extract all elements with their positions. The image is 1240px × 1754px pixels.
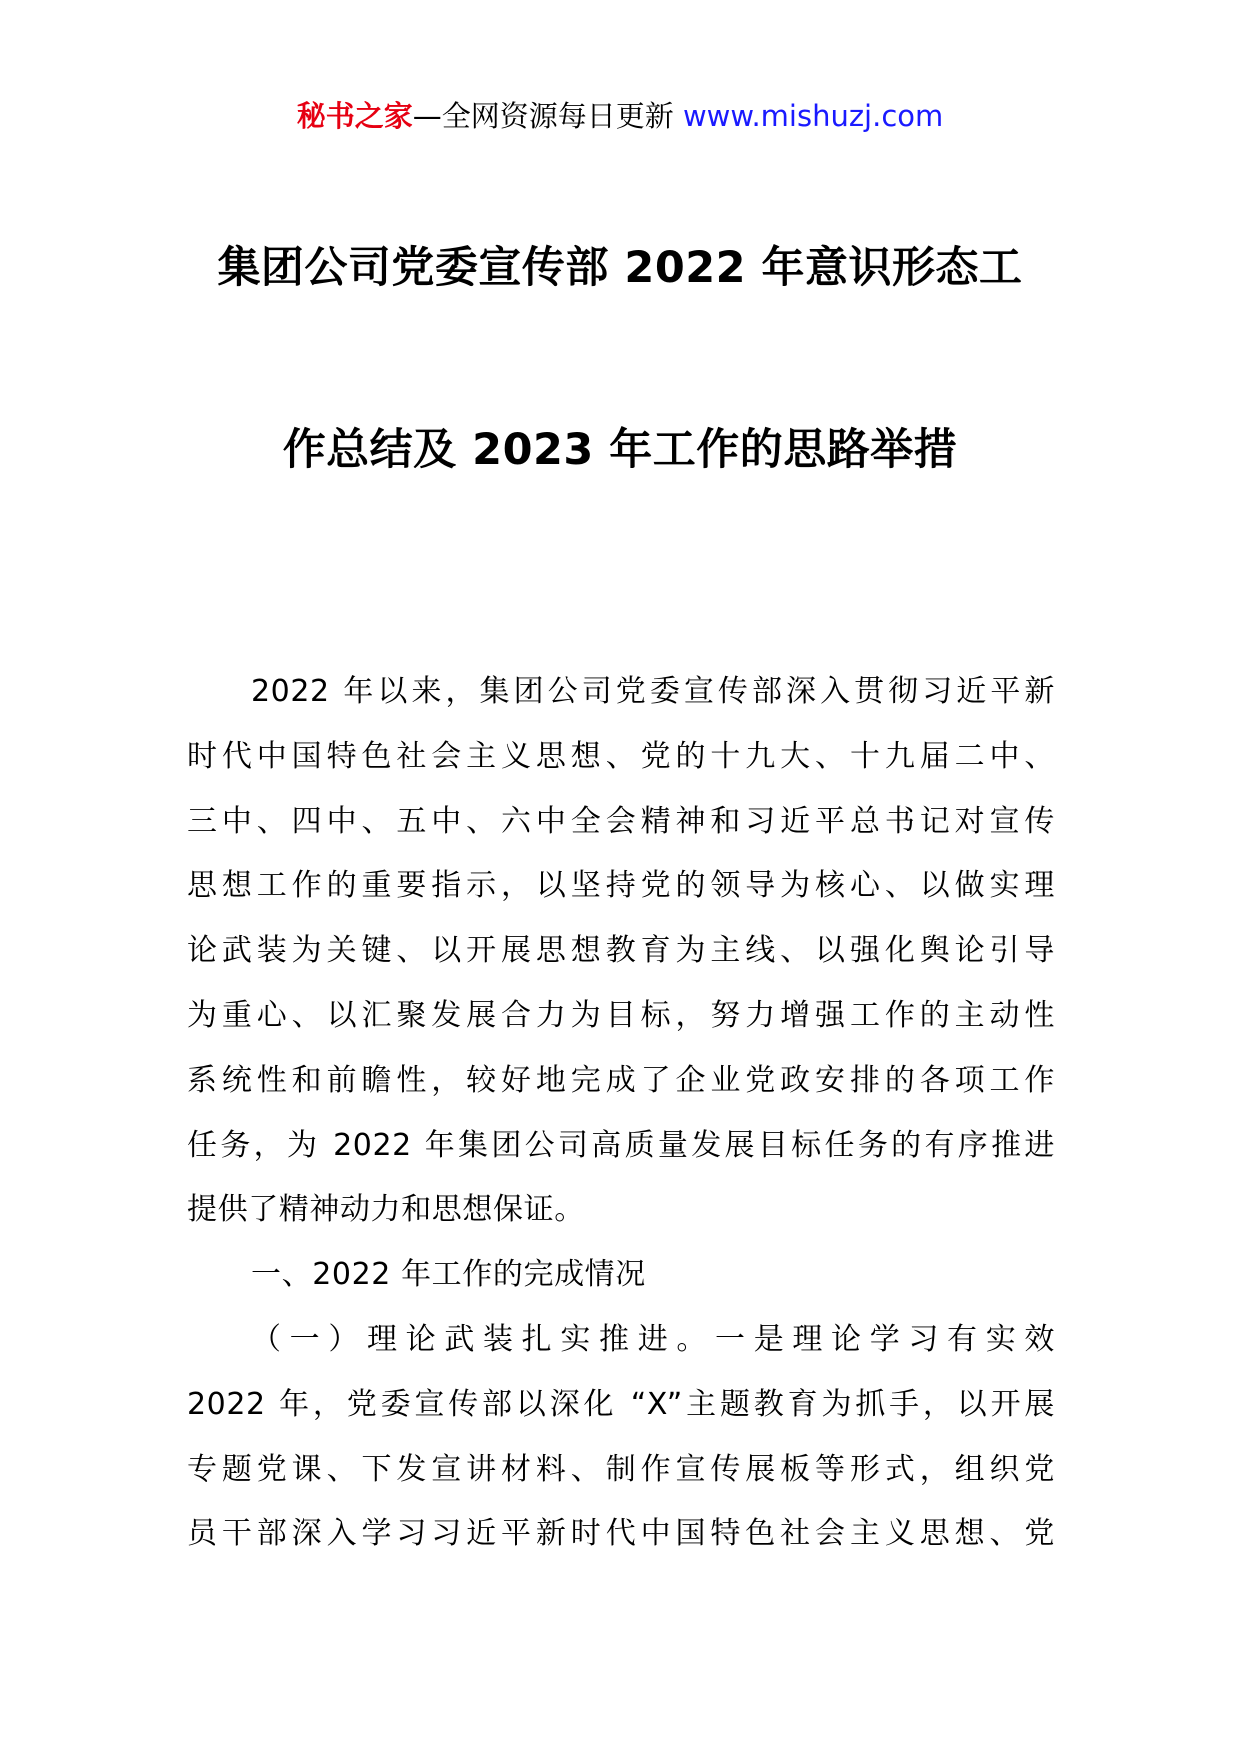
document-body [187, 660, 1055, 1567]
paragraph-line: 系统性和前瞻性，较好地完成了企业党政安排的各项工作 [187, 1062, 1055, 1098]
document-title-line-1: 集团公司党委宣传部 2022 年意识形态工 [217, 243, 1023, 293]
site-tagline: —全网资源每日更新 [412, 99, 683, 133]
paragraph-line: 2022 年，党委宣传部以深化 “X”主题教育为抓手，以开展 [187, 1386, 1055, 1422]
site-brand: 秘书之家 [296, 99, 413, 133]
paragraph-line: 2022 年以来，集团公司党委宣传部深入贯彻习近平新 [251, 674, 1055, 709]
paragraph-line: 论武装为关键、以开展思想教育为主线、以强化舆论引导 [187, 933, 1055, 969]
paragraph-line: 提供了精神动力和思想保证。 [187, 1192, 585, 1228]
paragraph-line: 三中、四中、五中、六中全会精神和习近平总书记对宣传 [187, 803, 1055, 839]
paragraph-line: 专题党课、下发宣讲材料、制作宣传展板等形式，组织党 [187, 1451, 1055, 1487]
paragraph-line: 为重心、以汇聚发展合力为目标，努力增强工作的主动性 [187, 997, 1055, 1033]
document-title-line-2: 作总结及 2023 年工作的思路举措 [282, 425, 958, 475]
site-url-link[interactable]: www.mishuzj.com [682, 99, 944, 133]
paragraph-line: 员干部深入学习习近平新时代中国特色社会主义思想、党 [187, 1516, 1055, 1552]
site-header [0, 96, 1240, 136]
paragraph-line: 思想工作的重要指示，以坚持党的领导为核心、以做实理 [187, 868, 1055, 904]
paragraph-line: 任务，为 2022 年集团公司高质量发展目标任务的有序推进 [187, 1127, 1055, 1163]
section-heading: 一、2022 年工作的完成情况 [251, 1257, 646, 1293]
paragraph-line: 时代中国特色社会主义思想、党的十九大、十九届二中、 [187, 738, 1055, 774]
subsection-heading: （一）理论武装扎实推进。一是理论学习有实效 [251, 1321, 1055, 1357]
